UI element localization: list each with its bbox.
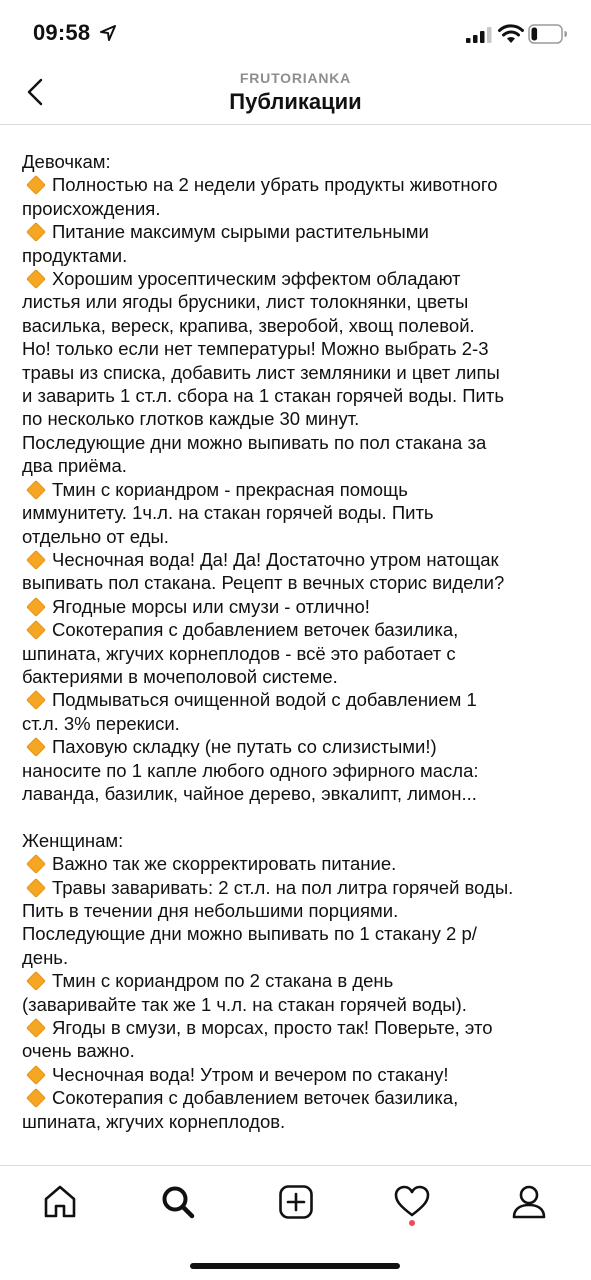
- bullet-line: [22, 969, 582, 992]
- tab-profile[interactable]: [499, 1180, 559, 1224]
- notification-dot: [409, 1220, 415, 1226]
- line-text: шпината, жгучих корнеплодов - всё это работает с: [22, 642, 456, 664]
- bullet-line: [22, 852, 582, 875]
- status-time: 09:58: [33, 20, 91, 45]
- line-text: Но! только если нет температуры! Можно выбрать 2-3: [22, 338, 489, 360]
- heart-icon: [394, 1184, 430, 1220]
- bullet-line: [22, 876, 582, 899]
- status-bar: [0, 0, 591, 62]
- text-line: [22, 946, 582, 969]
- line-text: Подмываться очищенной водой с добавлением 1: [52, 689, 477, 711]
- orange-diamond-icon: [26, 737, 46, 757]
- tab-home[interactable]: [30, 1180, 90, 1224]
- line-text: Тмин с кориандром - прекрасная помощь: [52, 478, 408, 500]
- text-line: [22, 197, 582, 220]
- text-line: [22, 454, 582, 477]
- text-line: [22, 712, 582, 735]
- text-line: [22, 642, 582, 665]
- battery-icon: [528, 23, 568, 45]
- text-line: [22, 1110, 582, 1133]
- bullet-line: [22, 595, 582, 618]
- profile-icon: [511, 1184, 547, 1220]
- bullet-line: [22, 173, 582, 196]
- bullet-line: [22, 735, 582, 758]
- post-caption: [22, 150, 582, 1165]
- line-text: травы из списка, добавить лист земляники и цвет липы: [22, 361, 500, 383]
- text-line: [22, 922, 582, 945]
- orange-diamond-icon: [26, 1088, 46, 1108]
- orange-diamond-icon: [26, 878, 46, 898]
- line-text: Чесночная вода! Да! Да! Достаточно утром натощак: [52, 548, 499, 570]
- orange-diamond-icon: [26, 550, 46, 570]
- bullet-line: [22, 618, 582, 641]
- blank-line: [22, 805, 582, 828]
- text-line: [22, 337, 582, 360]
- text-line: [22, 244, 582, 267]
- orange-diamond-icon: [26, 597, 46, 617]
- text-line: [22, 314, 582, 337]
- text-line: [22, 150, 582, 173]
- orange-diamond-icon: [26, 480, 46, 500]
- line-text: Чесночная вода! Утром и вечером по стакану!: [52, 1063, 449, 1085]
- line-text: Паховую складку (не путать со слизистыми!): [52, 736, 437, 758]
- bullet-line: [22, 1016, 582, 1039]
- line-text: Тмин с кориандром по 2 стакана в день: [52, 970, 394, 992]
- line-text: иммунитету. 1ч.л. на стакан горячей воды. Пить: [22, 502, 434, 524]
- line-text: два приёма.: [22, 455, 127, 477]
- line-text: Травы заваривать: 2 ст.л. на пол литра горячей воды.: [52, 876, 514, 898]
- orange-diamond-icon: [26, 690, 46, 710]
- tab-add[interactable]: [266, 1180, 326, 1224]
- orange-diamond-icon: [26, 854, 46, 874]
- text-line: [22, 899, 582, 922]
- line-text: отдельно от еды.: [22, 525, 169, 547]
- nav-header: [0, 62, 591, 125]
- line-text: и заварить 1 ст.л. сбора на 1 стакан горячей воды. Пить: [22, 385, 504, 407]
- line-text: очень важно.: [22, 1040, 135, 1062]
- orange-diamond-icon: [26, 620, 46, 640]
- orange-diamond-icon: [26, 1065, 46, 1085]
- line-text: (заваривайте так же 1 ч.л. на стакан горячей воды).: [22, 993, 467, 1015]
- text-line: [22, 1039, 582, 1062]
- orange-diamond-icon: [26, 222, 46, 242]
- line-text: наносите по 1 капле любого одного эфирного масла:: [22, 759, 479, 781]
- bullet-line: [22, 1086, 582, 1109]
- home-indicator: [190, 1263, 400, 1269]
- line-text: Хорошим уросептическим эффектом обладают: [52, 268, 461, 290]
- line-text: Последующие дни можно выпивать по пол стакана за: [22, 431, 487, 453]
- line-text: Полностью на 2 недели убрать продукты животного: [52, 174, 498, 196]
- line-text: листья или ягоды брусники, лист толокнянки, цветы: [22, 291, 469, 313]
- line-text: Ягоды в смузи, в морсах, просто так! Поверьте, это: [52, 1017, 493, 1039]
- line-text: Ягодные морсы или смузи - отлично!: [52, 595, 370, 617]
- text-line: [22, 501, 582, 524]
- line-text: Питание максимум сырыми растительными: [52, 221, 429, 243]
- line-text: Девочкам:: [22, 151, 111, 172]
- line-text: Последующие дни можно выпивать по 1 стакану 2 р/: [22, 923, 477, 945]
- account-name[interactable]: FRUTORIANKA: [239, 70, 352, 86]
- line-text: Сокотерапия с добавлением веточек базилика,: [52, 619, 459, 641]
- text-line: [22, 525, 582, 548]
- line-text: ст.л. 3% перекиси.: [22, 712, 180, 734]
- location-arrow-icon: [100, 25, 116, 41]
- bullet-line: [22, 220, 582, 243]
- bullet-line: [22, 548, 582, 571]
- line-text: выпивать пол стакана. Рецепт в вечных сторис видели?: [22, 572, 505, 594]
- tab-bar: [0, 1165, 591, 1280]
- line-text: Важно так же скорректировать питание.: [52, 853, 397, 875]
- tab-activity[interactable]: [382, 1180, 442, 1224]
- line-text: по несколько глотков каждые 30 минут.: [22, 408, 360, 430]
- text-line: [22, 407, 582, 430]
- text-line: [22, 782, 582, 805]
- line-text: Женщинам:: [22, 829, 124, 851]
- line-text: василька, вереск, крапива, зверобой, хвощ полевой.: [22, 314, 475, 336]
- page-title: Публикации: [229, 89, 362, 114]
- line-text: бактериями в мочеполовой системе.: [22, 665, 338, 687]
- bullet-line: [22, 688, 582, 711]
- orange-diamond-icon: [26, 176, 46, 196]
- line-text: Пить в течении дня небольшими порциями.: [22, 899, 399, 921]
- add-post-icon: [278, 1184, 314, 1220]
- text-line: [22, 665, 582, 688]
- bullet-line: [22, 1063, 582, 1086]
- text-line: [22, 829, 582, 852]
- line-text: происхождения.: [22, 197, 161, 219]
- text-line: [22, 431, 582, 454]
- text-line: [22, 993, 582, 1016]
- text-line: [22, 384, 582, 407]
- bullet-line: [22, 267, 582, 290]
- line-text: продуктами.: [22, 244, 128, 266]
- home-icon: [42, 1184, 78, 1220]
- text-line: [22, 361, 582, 384]
- orange-diamond-icon: [26, 269, 46, 289]
- text-line: [22, 759, 582, 782]
- text-line: [22, 290, 582, 313]
- search-icon: [160, 1184, 196, 1220]
- bullet-line: [22, 478, 582, 501]
- tab-search[interactable]: [148, 1180, 208, 1224]
- line-text: шпината, жгучих корнеплодов.: [22, 1110, 286, 1132]
- orange-diamond-icon: [26, 971, 46, 991]
- line-text: Сокотерапия с добавлением веточек базилика,: [52, 1087, 459, 1109]
- orange-diamond-icon: [26, 1018, 46, 1038]
- text-line: [22, 571, 582, 594]
- cellular-signal-icon: [466, 27, 492, 43]
- line-text: лаванда, базилик, чайное дерево, эвкалипт, лимон...: [22, 782, 477, 804]
- wifi-icon: [498, 24, 524, 44]
- line-text: день.: [22, 946, 69, 968]
